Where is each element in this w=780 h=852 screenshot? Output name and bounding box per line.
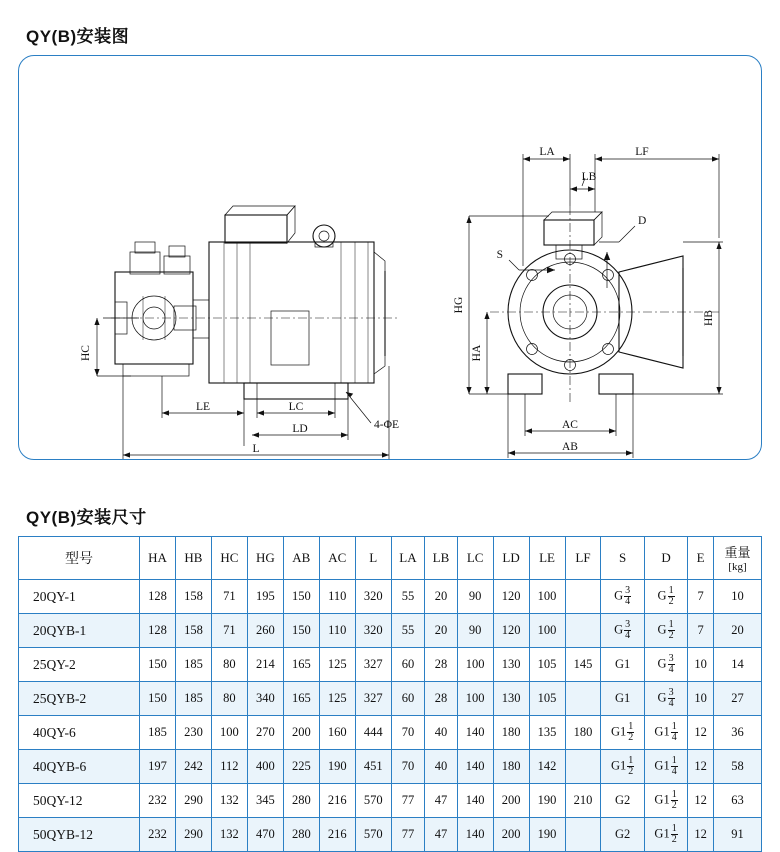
cell-HG: 345 [247,784,283,818]
cell-LD: 130 [493,648,529,682]
cell-LD: 120 [493,580,529,614]
cell-AC: 125 [319,648,355,682]
cell-HG: 340 [247,682,283,716]
cell-AB: 280 [283,818,319,852]
cell-LB: 20 [425,580,457,614]
cell-LC: 90 [457,614,493,648]
cell-E: 12 [688,716,714,750]
cell-LB: 40 [425,750,457,784]
cell-AB: 150 [283,580,319,614]
cell-W: 14 [713,648,761,682]
front-view-group [453,146,723,458]
cell-LC: 100 [457,648,493,682]
table-row [19,682,762,716]
cell-HA: 150 [140,648,176,682]
cell-W: 10 [713,580,761,614]
cell-LB: 47 [425,818,457,852]
label-LA: LA [539,146,555,158]
installation-drawing-svg [19,56,763,459]
cell-LD: 180 [493,750,529,784]
cell-LA: 70 [391,750,425,784]
cell-LE: 100 [529,580,565,614]
table-head [19,537,762,580]
cell-AC: 190 [319,750,355,784]
cell-LB: 28 [425,648,457,682]
cell-LD: 200 [493,818,529,852]
cell-HC: 71 [211,580,247,614]
cell-HC: 100 [211,716,247,750]
cell-HB: 158 [175,580,211,614]
cell-HC: 80 [211,682,247,716]
cell-LE: 190 [529,784,565,818]
cell-HA: 232 [140,784,176,818]
cell-W: 91 [713,818,761,852]
cell-model: 25QYB-2 [19,682,140,716]
cell-AC: 110 [319,614,355,648]
cell-LB: 47 [425,784,457,818]
cell-HC: 132 [211,784,247,818]
column-header-LD: LD [493,537,529,580]
cell-D: G $\frac{3}{4}$ [644,648,687,682]
cell-HA: 128 [140,614,176,648]
cell-HB: 242 [175,750,211,784]
installation-drawing-card [18,55,762,460]
cell-LB: 28 [425,682,457,716]
column-header-LE: LE [529,537,565,580]
cell-LF [565,580,601,614]
cell-model: 40QY-6 [19,716,140,750]
cell-LB: 20 [425,614,457,648]
cell-HG: 270 [247,716,283,750]
cell-L: 320 [355,580,391,614]
table-body [19,580,762,852]
cell-W: 58 [713,750,761,784]
cell-W: 20 [713,614,761,648]
label-S: S [496,249,503,261]
cell-AC: 160 [319,716,355,750]
cell-LC: 140 [457,784,493,818]
cell-AB: 165 [283,682,319,716]
table-header-row [19,537,762,580]
cell-L: 570 [355,784,391,818]
label-4phiE: 4-ΦE [374,419,400,431]
cell-D: G1 $\frac{1}{2}$ [644,784,687,818]
cell-AC: 216 [319,818,355,852]
cell-AB: 280 [283,784,319,818]
cell-AB: 150 [283,614,319,648]
column-header-AC: AC [319,537,355,580]
column-header-HG: HG [247,537,283,580]
dimensions-table-wrap [18,536,762,852]
column-header-W: 重量 [kg] [713,537,761,580]
label-LB: LB [581,171,597,183]
cell-LA: 77 [391,818,425,852]
cell-AC: 110 [319,580,355,614]
cell-E: 12 [688,750,714,784]
cell-model: 20QY-1 [19,580,140,614]
side-view-group [80,206,399,459]
cell-LE: 105 [529,648,565,682]
label-LD: LD [292,423,308,435]
cell-W: 63 [713,784,761,818]
cell-HA: 197 [140,750,176,784]
cell-LE: 190 [529,818,565,852]
cell-HB: 185 [175,648,211,682]
cell-LF [565,750,601,784]
cell-HG: 260 [247,614,283,648]
cell-HC: 132 [211,818,247,852]
column-header-L: L [355,537,391,580]
page-title-install-drawing: QY(B)安装图 [26,27,130,46]
label-HG: HG [453,296,465,314]
cell-model: 40QYB-6 [19,750,140,784]
cell-LC: 90 [457,580,493,614]
cell-LD: 200 [493,784,529,818]
cell-HB: 185 [175,682,211,716]
label-LE: LE [195,401,211,413]
cell-HB: 158 [175,614,211,648]
cell-D: G $\frac{1}{2}$ [644,580,687,614]
cell-L: 327 [355,648,391,682]
cell-AB: 200 [283,716,319,750]
column-header-model: 型号 [19,537,140,580]
cell-LA: 55 [391,614,425,648]
table-row [19,818,762,852]
cell-D: G1 $\frac{1}{4}$ [644,716,687,750]
cell-LA: 60 [391,682,425,716]
cell-HG: 470 [247,818,283,852]
table-row [19,784,762,818]
cell-S: G2 [601,818,644,852]
cell-LE: 135 [529,716,565,750]
cell-AC: 125 [319,682,355,716]
cell-W: 36 [713,716,761,750]
cell-HB: 290 [175,818,211,852]
cell-S: G $\frac{3}{4}$ [601,614,644,648]
cell-AC: 216 [319,784,355,818]
cell-LC: 140 [457,818,493,852]
cell-model: 50QY-12 [19,784,140,818]
cell-LA: 70 [391,716,425,750]
label-HA: HA [471,344,483,362]
cell-AB: 165 [283,648,319,682]
label-AC: AC [562,419,578,431]
cell-LF: 145 [565,648,601,682]
cell-LA: 77 [391,784,425,818]
cell-E: 10 [688,682,714,716]
cell-HB: 230 [175,716,211,750]
cell-HA: 128 [140,580,176,614]
column-header-HB: HB [175,537,211,580]
cell-HA: 185 [140,716,176,750]
column-header-S: S [601,537,644,580]
cell-LF [565,614,601,648]
cell-W: 27 [713,682,761,716]
column-header-LA: LA [391,537,425,580]
page-title-install-dimensions: QY(B)安装尺寸 [26,508,147,527]
cell-E: 7 [688,580,714,614]
cell-LC: 140 [457,716,493,750]
table-row [19,580,762,614]
cell-D: G1 $\frac{1}{4}$ [644,750,687,784]
cell-LE: 100 [529,614,565,648]
cell-HC: 71 [211,614,247,648]
table-row [19,750,762,784]
label-HC: HC [80,345,92,361]
cell-LD: 180 [493,716,529,750]
cell-HC: 112 [211,750,247,784]
cell-HB: 290 [175,784,211,818]
cell-AB: 225 [283,750,319,784]
table-row [19,648,762,682]
column-header-D: D [644,537,687,580]
cell-E: 12 [688,784,714,818]
cell-LC: 100 [457,682,493,716]
cell-S: G1 [601,682,644,716]
cell-LF [565,682,601,716]
column-header-HC: HC [211,537,247,580]
cell-HA: 150 [140,682,176,716]
cell-HG: 195 [247,580,283,614]
cell-L: 320 [355,614,391,648]
column-header-LB: LB [425,537,457,580]
cell-E: 7 [688,614,714,648]
cell-S: G1 $\frac{1}{2}$ [601,716,644,750]
cell-model: 20QYB-1 [19,614,140,648]
column-header-LF: LF [565,537,601,580]
table-row [19,614,762,648]
cell-LC: 140 [457,750,493,784]
cell-LF: 210 [565,784,601,818]
column-header-HA: HA [140,537,176,580]
label-HB: HB [703,310,715,326]
cell-LA: 60 [391,648,425,682]
cell-D: G1 $\frac{1}{2}$ [644,818,687,852]
cell-L: 327 [355,682,391,716]
cell-S: G2 [601,784,644,818]
column-header-AB: AB [283,537,319,580]
cell-HG: 214 [247,648,283,682]
cell-LE: 105 [529,682,565,716]
label-D: D [638,215,647,227]
cell-L: 444 [355,716,391,750]
cell-LD: 120 [493,614,529,648]
cell-LA: 55 [391,580,425,614]
dimensions-table [18,536,762,852]
cell-LF: 180 [565,716,601,750]
cell-S: G $\frac{3}{4}$ [601,580,644,614]
cell-L: 451 [355,750,391,784]
cell-HA: 232 [140,818,176,852]
label-LF: LF [635,146,649,158]
cell-LD: 130 [493,682,529,716]
cell-LB: 40 [425,716,457,750]
cell-model: 50QYB-12 [19,818,140,852]
cell-LF [565,818,601,852]
table-row [19,716,762,750]
column-header-LC: LC [457,537,493,580]
cell-HC: 80 [211,648,247,682]
label-AB: AB [562,441,578,453]
cell-D: G $\frac{3}{4}$ [644,682,687,716]
cell-S: G1 [601,648,644,682]
cell-model: 25QY-2 [19,648,140,682]
cell-S: G1 $\frac{1}{2}$ [601,750,644,784]
label-LC: LC [288,401,304,413]
cell-HG: 400 [247,750,283,784]
label-L: L [252,443,260,455]
cell-D: G $\frac{1}{2}$ [644,614,687,648]
cell-E: 12 [688,818,714,852]
column-header-E: E [688,537,714,580]
cell-LE: 142 [529,750,565,784]
cell-L: 570 [355,818,391,852]
cell-E: 10 [688,648,714,682]
